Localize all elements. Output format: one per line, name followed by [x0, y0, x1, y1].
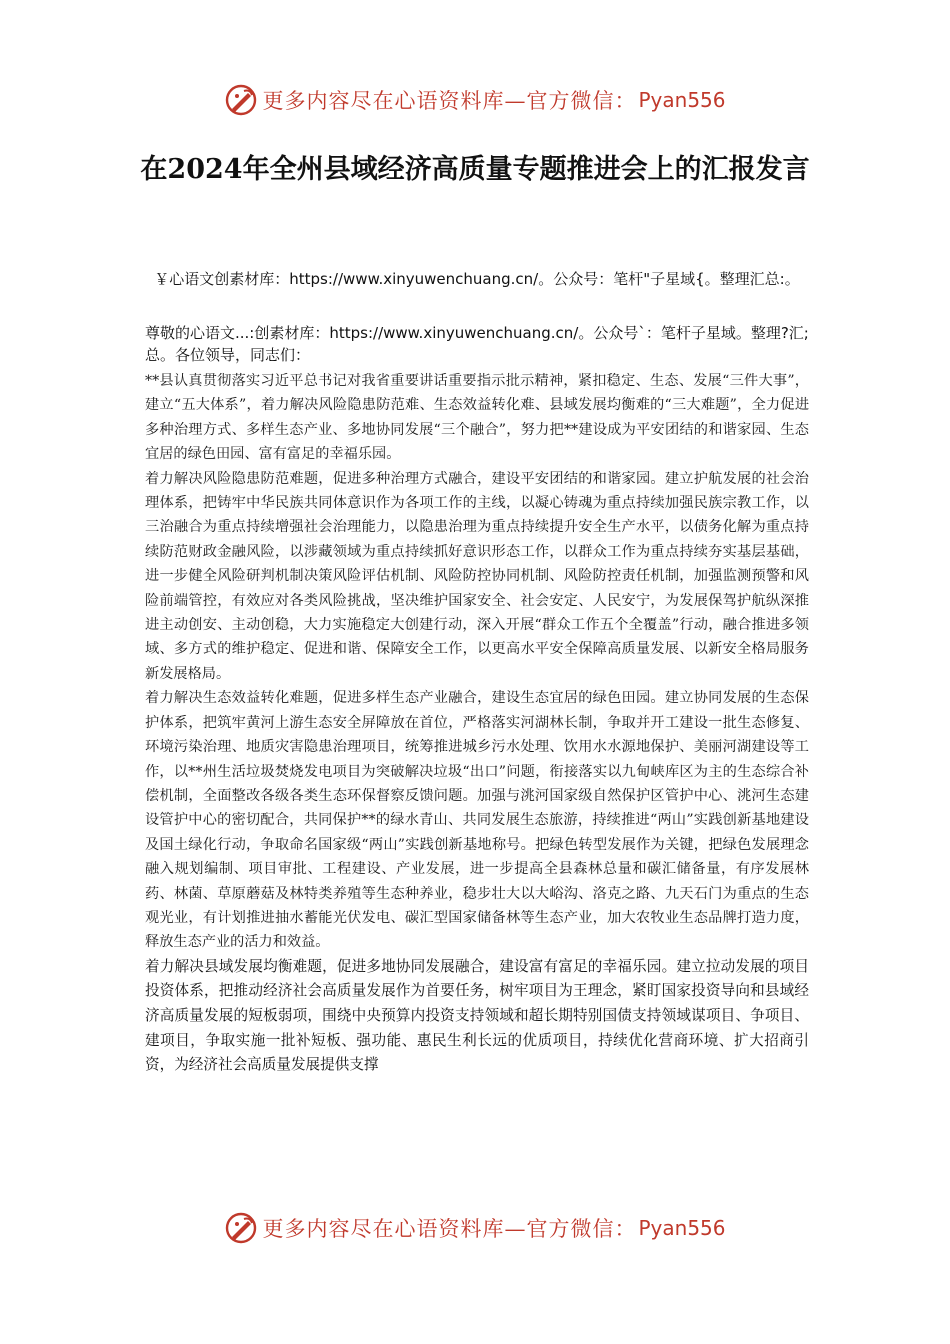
paragraph-ecology: 着力解决生态效益转化难题，促进多样生态产业融合，建设生态宜居的绿色田园。建立协同发展的生态保护体系，把筑牢黄河上游生态安全屏障放在首位，严格落实河湖林长制，争取并开工建设一批生态修复、环境污染治理、地质灾害隐患治理项目，统筹推进城乡污水处理、饮用水水源地保护、美丽河湖建设等工作，以**州生活垃圾焚烧发电项目为突破解决垃圾“出口”问题，衔接落实以九甸峡库区为主的生态综合补偿机制，全面整改各级各类生态环保督察反馈问题。加强与洮河国家级自然保护区管护中心、洮河生态建设管护中心的密切配合，共同保护**的绿水青山、共同发展生态旅游，持续推进“两山”实践创新基地建设及国土绿化行动，争取命名国家级“两山”实践创新基地称号。把绿色转型发展作为关键，把绿色发展理念融入规划编制、项目审批、工程建设、产业发展，进一步提高全县森林总量和碳汇储备量，有序发展林药、林菌、草原蘑菇及林特类养殖等生态种养业，稳步壮大以大峪沟、洛克之路、九天石门为重点的生态观光业，有计划推进抽水蓄能光伏发电、碳汇型国家储备林等生态产业，加大农牧业生态品牌打造力度，释放生态产业的活力和效益。 — [145, 690, 809, 951]
footer-banner — [0, 1208, 950, 1248]
banner-text: 更多内容尽在心语资料库—官方微信： — [262, 1217, 637, 1241]
greeting: 尊敬的心语文...:创素材库：https://www.xinyuwenchuang.cn/。公众号`：笔杆子星域。整理?汇;总。各位领导，同志们： — [145, 324, 809, 364]
banner-wechat-id: Pyan556 — [638, 1216, 726, 1240]
logo-icon — [224, 83, 258, 117]
source-line: ￥心语文创素材库：https://www.xinyuwenchuang.cn/。公众号：笔杆"子星域{。整理汇总:。 — [154, 270, 800, 288]
paragraph-risk: 着力解决风险隐患防范难题，促进多种治理方式融合，建设平安团结的和谐家园。建立护航发展的社会治理体系，把铸牢中华民族共同体意识作为各项工作的主线，以凝心铸魂为重点持续加强民族宗教工作，以三治融合为重点持续增强社会治理能力，以隐患治理为重点持续提升安全生产水平，以债务化解为重点持续防范财政金融风险，以涉藏领域为重点持续抓好意识形态工作，以群众工作为重点持续夯实基层基础，进一步健全风险研判机制决策风险评估机制、风险防控协同机制、风险防控责任机制，加强监测预警和风险前端管控，有效应对各类风险挑战，坚决维护国家安全、社会安定、人民安宁，为发展保驾护航纵深推进主动创安、主动创稳，大力实施稳定大创建行动，深入开展“群众工作五个全覆盖”行动，融合推进多领域、多方式的维护稳定、促进和谐、保障安全工作，以更高水平安全保障高质量发展、以新安全格局服务新发展格局。 — [145, 470, 809, 682]
paragraph-development: 着力解决县域发展均衡难题，促进多地协同发展融合，建设富有富足的幸福乐园。建立拉动发展的项目投资体系，把推动经济社会高质量发展作为首要任务，树牢项目为王理念，紧盯国家投资导向和县域经济高质量发展的短板弱项，围绕中央预算内投资支持领域和超长期特别国债支持领域谋项目、争项目、建项目，争取实施一批补短板、强功能、惠民生利长远的优质项目，持续优化营商环境、扩大招商引资，为经济社会高质量发展提供支撑 — [145, 957, 809, 1074]
header-banner — [0, 80, 950, 120]
banner-text: 更多内容尽在心语资料库—官方微信： — [262, 89, 637, 113]
document-body — [145, 369, 809, 1078]
logo-icon — [224, 1211, 258, 1245]
paragraph-intro: **县认真贯彻落实习近平总书记对我省重要讲话重要指示批示精神，紧扣稳定、生态、发展“三件大事”，建立“五大体系”，着力解决风险隐患防范难、生态效益转化难、县域发展均衡难的“三大难题”，全力促进多种治理方式、多样生态产业、多地协同发展“三个融合”，努力把**建设成为平安团结的和谐家园、生态宜居的绿色田园、富有富足的幸福乐园。 — [145, 373, 810, 463]
banner-wechat-id: Pyan556 — [638, 88, 726, 112]
document-title: 在2024年全州县域经济高质量专题推进会上的汇报发言 — [140, 154, 810, 185]
